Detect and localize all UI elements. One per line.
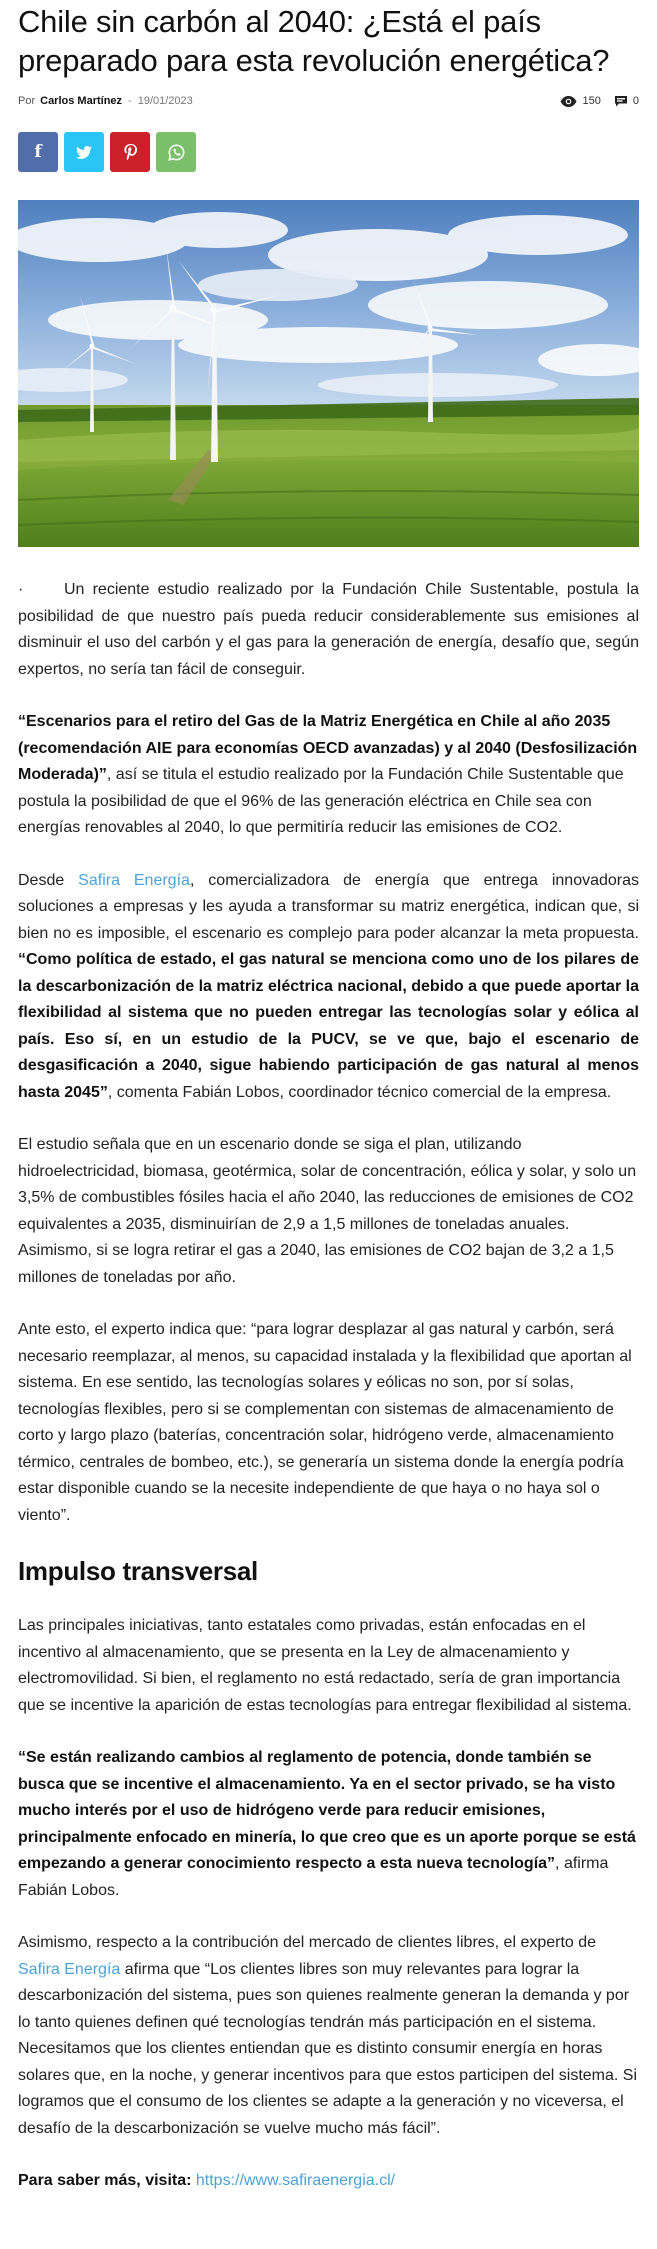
whatsapp-share-button[interactable]: [156, 132, 196, 172]
paragraph: Para saber más, visita: https://www.safiraenergia.cl/: [18, 2172, 396, 2189]
bullet-mark: ·: [18, 581, 24, 598]
safira-energia-link[interactable]: Safira Energía: [18, 1960, 121, 1978]
by-label: Por: [18, 95, 36, 107]
section-heading: Impulso transversal: [18, 1556, 258, 1586]
paragraph: Asimismo, respecto a la contribución del mercado de clientes libres, el experto de Safira Energía afirma que “Los clientes libres son muy relevantes para lograr la descarbonización del sistema, pues son quienes realmente generan la demanda y por lo tanto quienes definen qué tecnologías tendrán más participación en el sistema. Necesitamos que los clientes entiendan que es distinto consumir energía en horas solares que, en la noche, y generar incentivos para que estos participen del sistema. Si logramos que el consumo de los clientes se adapte a la generación y no viceversa, el desafío de la descarbonización se vuelve mucho más fácil”.: [18, 1934, 638, 2137]
paragraph: Las principales iniciativas, tanto estatales como privadas, están enfocadas en el incentivo al almacenamiento, que se presenta en la Ley de almacenamiento y electromovilidad. Si bien, el reglamento no está redactado, sería de gran importancia que se incentive la aparición de estas tecnologías para entregar flexibilidad al sistema.: [18, 1617, 632, 1714]
article-title: Chile sin carbón al 2040: ¿Está el país preparado para esta revolución energética?: [18, 4, 610, 78]
pinterest-icon: [124, 144, 137, 160]
wind-turbines-hero-image: [18, 200, 639, 547]
comments-count[interactable]: [615, 95, 639, 107]
publish-date: 19/01/2023: [137, 95, 193, 107]
paragraph: El estudio señala que en un escenario donde se siga el plan, utilizando hidroelectricidad, biomasa, geotérmica, solar de concentración, eólica y solar, y solo un 3,5% de combustibles fósiles hacia el año 2040, las reducciones de emisiones de CO2 equivalentes a 2035, disminuirían de 2,9 a 1,5 millones de toneladas anuales. Asimismo, si se logra retirar el gas a 2040, las emisiones de CO2 bajan de 3,2 a 1,5 millones de toneladas por año.: [18, 1136, 637, 1286]
whatsapp-icon: [168, 144, 185, 161]
views-count: [560, 95, 601, 107]
eye-icon: [560, 96, 577, 107]
paragraph: · Un reciente estudio realizado por la Fundación Chile Sustentable, postula la posibilidad de que nuestro país pueda reducir considerablemente sus emisiones al disminuir el uso del carbón y el gas para la generación de energía, desafío que, según expertos, no sería tan fácil de conseguir.: [18, 577, 639, 683]
paragraph: Desde Safira Energía, comercializadora de energía que entrega innovadoras soluciones a empresas y les ayuda a transformar su matriz energética, indican que, si bien no es imposible, el escenario es complejo para poder alcanzar la meta propuesta. “Como política de estado, el gas natural se menciona como uno de los pilares de la descarbonización de la matriz eléctrica nacional, debido a que puede aportar la flexibilidad al sistema que no pueden entregar las tecnologías solar y eólica al país. Eso sí, en un estudio de la PUCV, se ve que, bajo el escenario de desgasificación a 2040, sigue habiendo participación de gas natural al menos hasta 2045”, comenta Fabián Lobos, coordinador técnico comercial de la empresa.: [18, 871, 640, 1101]
comments-value: 0: [632, 95, 639, 107]
views-value: 150: [582, 95, 601, 107]
safira-energia-link[interactable]: Safira Energía: [78, 871, 190, 889]
share-buttons: [18, 132, 639, 172]
pinterest-share-button[interactable]: [110, 132, 150, 172]
meta-separator: -: [128, 95, 132, 107]
article-meta: [18, 92, 639, 110]
paragraph: Ante esto, el experto indica que: “para lograr desplazar al gas natural y carbón, será necesario reemplazar, al menos, su capacidad instalada y la flexibilidad que aportan al sistema. En ese sentido, las tecnologías solares y eólicas no son, por sí solas, tecnologías flexibles, pero si se complementan con sistemas de almacenamiento de corto y largo plazo (baterías, concentración solar, hidrógeno verde, almacenamiento térmico, centrales de bombeo, etc.), se generaría un sistema donde la energía podría estar disponible cuando se la necesite independiente de que haya o no haya sol o viento”.: [18, 1321, 632, 1524]
website-link[interactable]: https://www.safiraenergia.cl/: [195, 2172, 396, 2189]
facebook-share-button[interactable]: [18, 132, 58, 172]
facebook-icon: f: [34, 142, 42, 162]
comment-icon: [615, 96, 627, 107]
twitter-share-button[interactable]: [64, 132, 104, 172]
paragraph: “Se están realizando cambios al reglamento de potencia, donde también se busca que se incentive el almacenamiento. Ya en el sector privado, se ha visto mucho interés por el uso de hidrógeno verde para reducir emisiones, principalmente enfocado en minería, lo que creo que es un aporte porque se está empezando a generar conocimiento respecto a esta nueva tecnología”, afirma Fabián Lobos.: [18, 1749, 636, 1899]
article-body: [18, 577, 639, 2195]
twitter-icon: [76, 146, 92, 159]
author-link[interactable]: Carlos Martínez: [40, 95, 123, 107]
paragraph: “Escenarios para el retiro del Gas de la Matriz Energética en Chile al año 2035 (recomendación AIE para economías OECD avanzadas) y al 2040 (Desfosilización Moderada)”, así se titula el estudio realizado por la Fundación Chile Sustentable que postula la posibilidad de que el 96% de las generación eléctrica en Chile sea con energías renovables al 2040, lo que permitiría reducir las emisiones de CO2.: [18, 713, 638, 836]
